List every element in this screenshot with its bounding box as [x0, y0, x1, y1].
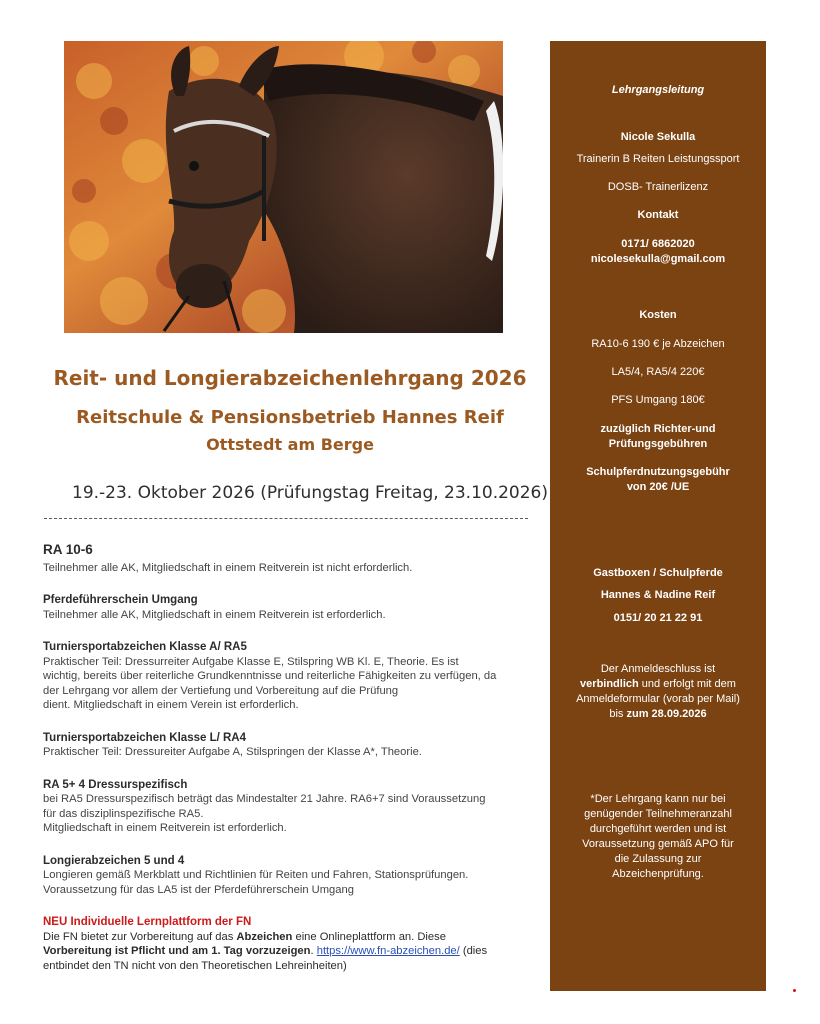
- kosten-label: Kosten: [639, 309, 677, 321]
- deadline-text: [550, 677, 766, 692]
- section-neu: [43, 915, 533, 973]
- deadline-text: Anmeldeformular (vorab per Mail): [576, 693, 740, 705]
- section-text: Teilnehmer alle AK, Mitgliedschaft in einem Reitverein ist erforderlich.: [43, 608, 386, 621]
- section-text: Mitgliedschaft in einem Reitverein ist erforderlich.: [43, 822, 287, 834]
- note-line: durchgeführt werden und ist: [589, 823, 727, 835]
- section-text: Longieren gemäß Merkblatt und Richtlinien für Reiten und Fahren, Stationsprüfungen.: [43, 869, 469, 881]
- text-part: (dies: [459, 945, 488, 957]
- section-text: wichtig, bereits über reiterliche Grundkenntnisse und reiterliche Fähigkeiten zu verfügen, da: [43, 670, 497, 682]
- text-part: eine Onlineplattform an. Diese: [292, 930, 446, 943]
- deadline-text: Der Anmeldeschluss ist: [600, 663, 716, 675]
- note-line: genügender Teilnehmeranzahl: [584, 808, 732, 820]
- owners: Hannes & Nadine Reif: [600, 589, 716, 601]
- leitung-label: Lehrgangsleitung: [611, 84, 705, 96]
- section-dressur: [43, 778, 533, 836]
- note-line: Abzeichenprüfung.: [612, 868, 704, 880]
- section-text: [43, 944, 533, 959]
- cost-item: PFS Umgang 180€: [611, 394, 705, 406]
- section-text: Praktischer Teil: Dressurreiter Aufgabe Klasse E, Stilspring WB Kl. E, Theorie. Es ist: [43, 655, 459, 668]
- section-longier: [43, 854, 533, 898]
- horse-image-icon: [64, 41, 503, 333]
- location: Ottstedt am Berge: [206, 435, 374, 454]
- horse-photo: [64, 41, 503, 333]
- phone2: 0151/ 20 21 22 91: [613, 612, 703, 624]
- section-text: bei RA5 Dressurspezifisch beträgt das Mindestalter 21 Jahre. RA6+7 sind Voraussetzung: [43, 793, 486, 805]
- section-ra10: [43, 543, 533, 575]
- text-bold: zum 28.09.2026: [626, 708, 707, 720]
- fn-link[interactable]: https://www.fn-abzeichen.de/: [316, 945, 460, 957]
- trainer-name: Nicole Sekulla: [620, 131, 696, 143]
- section-title: RA 10-6: [43, 542, 93, 557]
- section-title: RA 5+ 4 Dressurspezifisch: [43, 778, 188, 791]
- section-text: dient. Mitgliedschaft in einem Verein ist erforderlich.: [43, 699, 299, 711]
- divider: [44, 518, 528, 519]
- section-ra4: [43, 731, 533, 760]
- section-title: Pferdeführerschein Umgang: [43, 594, 198, 606]
- red-dot: [793, 989, 796, 992]
- text-part: bis: [609, 708, 627, 720]
- kontakt-label: Kontakt: [637, 209, 679, 221]
- section-text: entbindet den TN nicht von den Theoretischen Lehreinheiten): [43, 959, 347, 972]
- text-part: und erfolgt mit dem: [638, 678, 736, 690]
- section-text: für das disziplinspezifische RA5.: [43, 807, 204, 820]
- page-title: Reit- und Longierabzeichenlehrgang 2026: [53, 366, 527, 390]
- trainer-qualification: DOSB- Trainerlizenz: [607, 181, 709, 193]
- text-bold: Abzeichen: [236, 930, 293, 943]
- section-text: Praktischer Teil: Dressureiter Aufgabe A, Stilspringen der Klasse A*, Theorie.: [43, 746, 422, 758]
- section-ra5: [43, 640, 533, 713]
- text-bold: verbindlich: [580, 678, 639, 690]
- note-line: *Der Lehrgang kann nur bei: [590, 793, 726, 805]
- email: nicolesekulla@gmail.com: [590, 253, 726, 265]
- section-pfs: [43, 593, 533, 622]
- course-date: 19.-23. Oktober 2026 (Prüfungstag Freitag, 23.10.2026): [72, 483, 549, 503]
- section-title: Longierabzeichen 5 und 4: [43, 854, 185, 867]
- info-sidebar: [550, 41, 766, 991]
- section-text: Teilnehmer alle AK, Mitgliedschaft in einem Reitverein ist nicht erforderlich.: [43, 561, 413, 574]
- phone: 0171/ 6862020: [621, 238, 695, 250]
- fees-note: Prüfungsgebühren: [608, 438, 708, 450]
- text-part: .: [310, 945, 317, 957]
- trainer-qualification: Trainerin B Reiten Leistungssport: [576, 153, 740, 165]
- note-line: Voraussetzung gemäß APO für: [582, 838, 734, 850]
- section-text: Voraussetzung für das LA5 ist der Pferdeführerschein Umgang: [43, 883, 354, 896]
- section-title: Turniersportabzeichen Klasse L/ RA4: [43, 731, 247, 744]
- cost-item: LA5/4, RA5/4 220€: [611, 366, 705, 378]
- school-horse-fee: Schulpferdnutzungsgebühr: [586, 466, 730, 478]
- section-title: Turniersportabzeichen Klasse A/ RA5: [43, 641, 247, 653]
- section-text: [43, 930, 533, 945]
- section-title: NEU Individuelle Lernplattform der FN: [43, 916, 252, 928]
- gast-label: Gastboxen / Schulpferde: [593, 567, 723, 579]
- school-horse-fee: von 20€ /UE: [626, 481, 690, 493]
- cost-item: RA10-6 190 € je Abzeichen: [591, 338, 725, 350]
- school-name: Reitschule & Pensionsbetrieb Hannes Reif: [76, 407, 504, 428]
- section-text: der Lehrgang vor allem der Vertiefung und Vorbereitung auf die Prüfung: [43, 684, 399, 697]
- fees-note: zuzüglich Richter-und: [600, 423, 716, 435]
- course-content: [43, 543, 533, 991]
- note-line: die Zulassung zur: [614, 853, 702, 865]
- deadline-text: [550, 707, 766, 722]
- text-part: Die FN bietet zur Vorbereitung auf das: [43, 930, 237, 943]
- text-bold: Vorbereitung ist Pflicht und am 1. Tag vorzuzeigen: [43, 945, 311, 957]
